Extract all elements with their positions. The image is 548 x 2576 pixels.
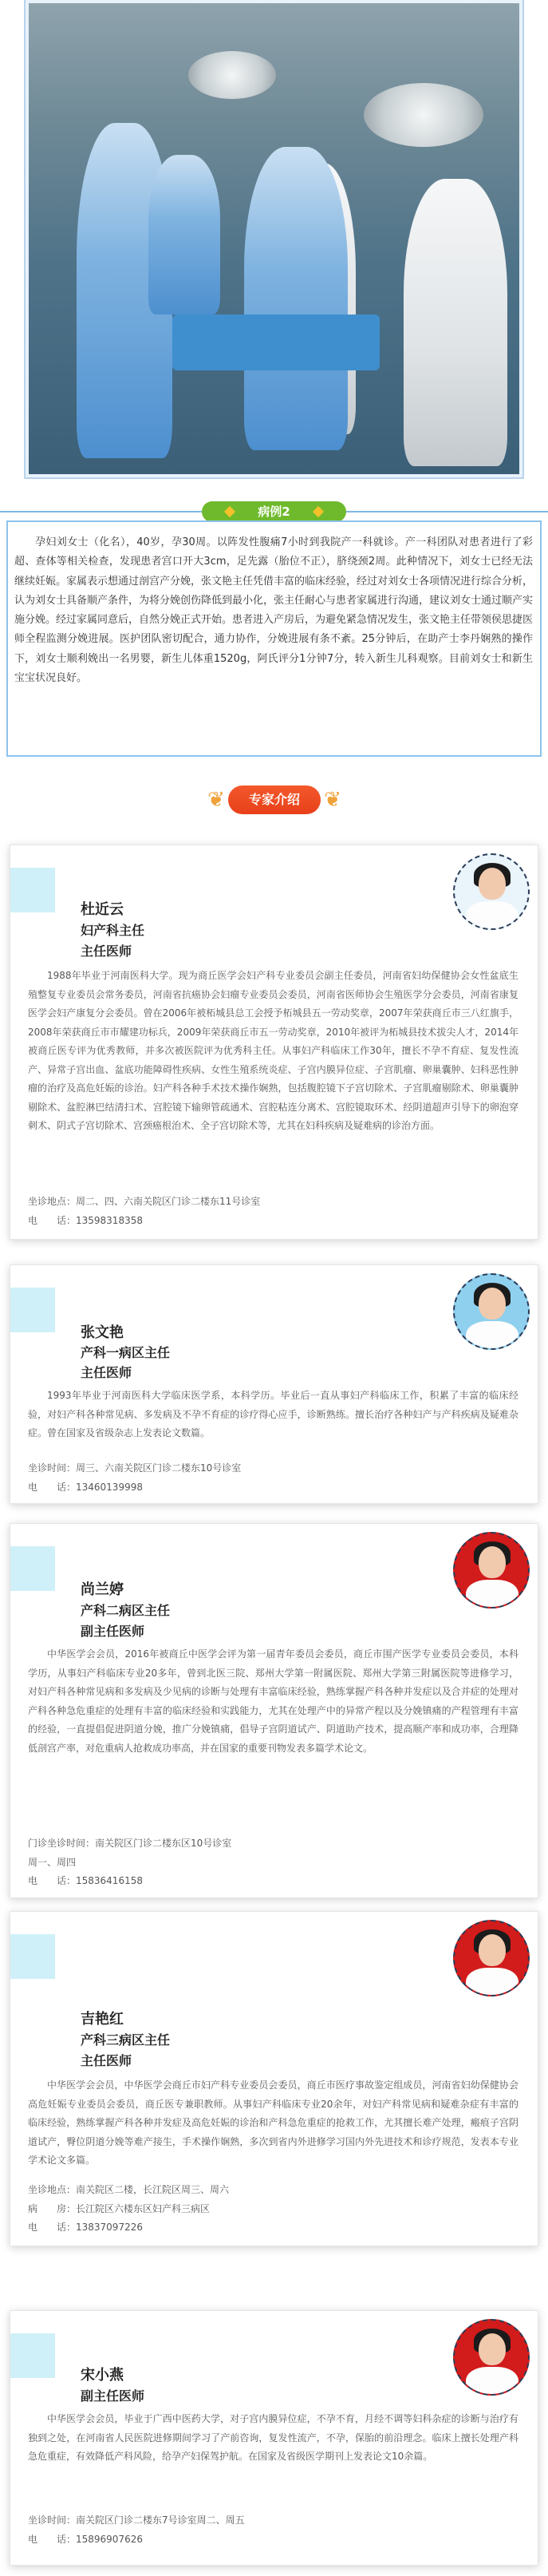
expert-card	[10, 1264, 538, 1504]
expert-avatar	[453, 853, 530, 930]
phone-number[interactable]: 电 话：13598318358	[28, 1214, 143, 1226]
operating-table	[172, 315, 380, 370]
expert-department: 产科一病区主任	[81, 1345, 171, 1360]
expert-contact	[28, 2511, 518, 2549]
expert-title: 副主任医师	[81, 1624, 145, 1639]
expert-avatar	[453, 1920, 530, 1996]
expert-title: 副主任医师	[81, 2388, 145, 2404]
medical-staff-figure	[404, 179, 507, 466]
expert-contact	[28, 1459, 518, 1497]
phone-number[interactable]: 电 话：13460139998	[28, 1481, 143, 1493]
avatar-face	[479, 1288, 506, 1320]
phone-number[interactable]: 电 话：13837097226	[28, 2222, 143, 2233]
clinic-day: 周一、周四	[28, 1856, 77, 1868]
diamond-icon	[224, 506, 235, 517]
expert-intro-label: 专家介绍	[228, 785, 321, 814]
diamond-icon	[313, 506, 324, 517]
expert-avatar	[453, 1273, 530, 1350]
expert-name: 张文艳	[81, 1324, 124, 1341]
expert-intro-badge	[206, 781, 343, 819]
expert-card	[10, 1523, 538, 1898]
surgical-lamp	[364, 83, 483, 147]
surgical-lamp	[188, 51, 276, 99]
expert-avatar	[453, 1532, 530, 1609]
avatar-coat	[466, 2367, 518, 2396]
avatar-coat	[466, 1580, 518, 1609]
card-accent-block	[10, 868, 55, 912]
case-label-text: 病例2	[258, 505, 290, 519]
avatar-coat	[466, 1968, 518, 1996]
case-label-badge	[202, 501, 346, 522]
card-accent-block	[10, 1934, 55, 1979]
expert-name: 杜近云	[81, 901, 124, 918]
expert-title: 主任医师	[81, 944, 132, 959]
expert-contact	[28, 1193, 518, 1230]
card-accent-block	[10, 1546, 55, 1591]
phone-number[interactable]: 电 话：15836416158	[28, 1875, 143, 1886]
expert-bio: 中华医学会会员，中华医学会商丘市妇产科专业委员会委员，商丘市医疗事故鉴定组成员，河南省妇幼保健协会高危妊娠专业委员会委员，商丘医专兼职教师。从事妇产科临床专业20余年，对妇产科常见病和疑难杂症有丰富的临床经验，熟练掌握产科各种并发症及高危妊娠的诊治和产科急危重症的抢救工作，尤其擅长难产处理，瘢痕子宫阴道试产，臀位阴道分娩等难产接生，手术操作娴熟，多次到省内外进修学习国内外先进技术和诊疗规范，发表本专业学术论文多篇。	[28, 2079, 518, 2166]
expert-card	[10, 845, 538, 1240]
expert-bio: 中华医学会会员，2016年被商丘中医学会评为第一届青年委员会委员，商丘市围产医学专业委员会委员，本科学历，从事妇产科临床专业20多年，曾到北医三院、郑州大学第一附属医院、郑州大学第三附属医院等进修学习，对妇产科各种常见病和多发病及少见病的诊断与处理有丰富临床经验，熟练掌握产科各种并发症以及合并症的处理对产科各种急危重症的处理有丰富的临床经验和实践能力，尤其在处理产中的异常产程以及分娩镇痛的产程管理有丰富的经验，一直提倡促进阴道分娩，推广分娩镇痛，倡导子宫阴道试产、阴道助产技术，提高顺产率和成功率，合理降低剖宫产率，对危重病人抢救成功率高，并在国家的重要刊物发表多篇学术论文。	[28, 1648, 518, 1754]
expert-name: 吉艳红	[81, 2011, 124, 2028]
avatar-coat	[466, 1321, 518, 1350]
avatar-face	[479, 2333, 506, 2365]
clinic-time: 坐诊地点：周二、四、六南关院区门诊二楼东11号诊室	[28, 1196, 261, 1207]
laurel-left-icon: ❦	[207, 788, 225, 812]
expert-card	[10, 1911, 538, 2246]
case-description: 孕妇刘女士（化名），40岁，孕30周。以阵发性腹痛7小时到我院产一科就诊。产一科团队对患者进行了彩超、查体等相关检查，发现患者宫口开大3cm，足先露（胎位不正），脐绕颈2周。此种情况下，刘女士已经无法继续妊娠。家属表示想通过剖宫产分娩，张文艳主任凭借丰富的临床经验，经过对刘女士各项情况进行综合分析，认为刘女士具备顺产条件，为将分娩创伤降低到最小化，张主任耐心与患者家属进行沟通，建议刘女士通过顺产实施分娩。经过家属同意后，自然分娩正式开始。患者进入产房后，为避免紧急情况发生，张文艳主任带领侯思捷医师全程监测分娩进展。医护团队密切配合，通力协作，分娩进展有条不紊。25分钟后，在助产士李丹娴熟的操作下，刘女士顺利娩出一名男婴，新生儿体重1520g，阿氏评分1分钟7分，转入新生儿科观察。目前刘女士和新生宝宝状况良好。	[14, 536, 534, 685]
case-photo-frame	[24, 0, 524, 479]
ward-location: 病 房：长江院区六楼东区妇产科三病区	[28, 2202, 211, 2214]
card-accent-block	[10, 1288, 55, 1332]
expert-avatar	[453, 2319, 530, 2396]
expert-contact	[28, 1834, 518, 1891]
expert-department: 妇产科主任	[81, 923, 145, 938]
laurel-right-icon: ❦	[324, 788, 341, 812]
avatar-face	[479, 1934, 506, 1966]
expert-contact	[28, 2181, 518, 2238]
expert-bio: 1993年毕业于河南医科大学临床医学系，本科学历。毕业后一直从事妇产科临床工作，积累了丰富的临床经验，对妇产科各种常见病、多发病及不孕不育症的诊疗得心应手，诊断熟练。擅长治疗各种妇产与产科疾病及疑难杂症。曾在国家及省级杂志上发表论文数篇。	[28, 1390, 518, 1438]
expert-department: 产科二病区主任	[81, 1603, 171, 1618]
clinic-time: 门诊坐诊时间：南关院区门诊二楼东区10号诊室	[28, 1838, 232, 1849]
clinic-time: 坐诊时间：周三、六南关院区门诊二楼东10号诊室	[28, 1462, 242, 1474]
avatar-face	[479, 1546, 506, 1578]
avatar-coat	[466, 901, 518, 930]
expert-department: 产科三病区主任	[81, 2032, 171, 2048]
phone-number[interactable]: 电 话：15896907626	[28, 2533, 143, 2545]
expert-title: 主任医师	[81, 1365, 132, 1380]
avatar-face	[479, 868, 506, 900]
clinic-time: 坐诊地点：南关院区二楼，长江院区周三、周六	[28, 2184, 230, 2195]
medical-staff-figure	[244, 147, 348, 450]
expert-title: 主任医师	[81, 2053, 132, 2068]
expert-bio: 1988年毕业于河南医科大学。现为商丘医学会妇产科专业委员会副主任委员，河南省妇幼保健协会女性盆底生殖整复专业委员会常务委员，河南省抗癌协会妇瘤专业委员会委员，河南省医师协会生殖医学分会委员，河南省康复医学会妇产康复分会委员。曾在2006年被柘城县总工会授予柘城县五一劳动奖章，2007年荣获商丘市三八红旗手，2008年荣获商丘市市耀建功标兵，2009年荣获商丘市五一劳动奖章，2010年被评为柘城县技术拔尖人才，2014年被商丘医专评为优秀教师，并多次被医院评为优秀科主任。从事妇产科临床工作30年，擅长不孕不育症、复发性流产、异常子宫出血、盆底功能障碍性疾病、女性生殖系统炎症、子宫内膜异位症、子宫肌瘤、卵巢囊肿、妇科恶性肿瘤的治疗及高危妊娠的诊治。妇产科各种手术技术操作娴熟，包括腹腔镜下子宫切除术、子宫肌瘤剔除术、卵巢囊肿剔除术、盆腔淋巴结清扫术、宫腔镜下输卵管疏通术、宫腔粘连分离术、宫腔镜取环术、经阴道超声引导下的卵泡穿刺术、阴式子宫切除术、宫颈癌根治术、全子宫切除术等，尤其在妇科疾病及疑难病的诊治方面。	[28, 970, 518, 1131]
medical-staff-figure	[148, 155, 220, 315]
expert-card	[10, 2310, 538, 2566]
expert-name: 宋小燕	[81, 2367, 124, 2384]
operating-room-photo	[29, 3, 519, 474]
card-accent-block	[10, 2333, 55, 2378]
expert-bio: 中华医学会会员，毕业于广西中医药大学，对子宫内膜异位症，不孕不育，月经不调等妇科杂症的诊断与治疗有独到之处，在河南省人民医院进修期间学习了产前咨询，复发性流产，不孕，保胎的前沿理念。临床上擅长处理产科急危重症，有效降低产科风险，给孕产妇保驾护航。在国家及省级医学期刊上发表论文10余篇。	[28, 2413, 518, 2462]
expert-name: 尚兰婷	[81, 1581, 124, 1598]
clinic-time: 坐诊时间：南关院区门诊二楼东7号诊室周二、周五	[28, 2515, 245, 2526]
